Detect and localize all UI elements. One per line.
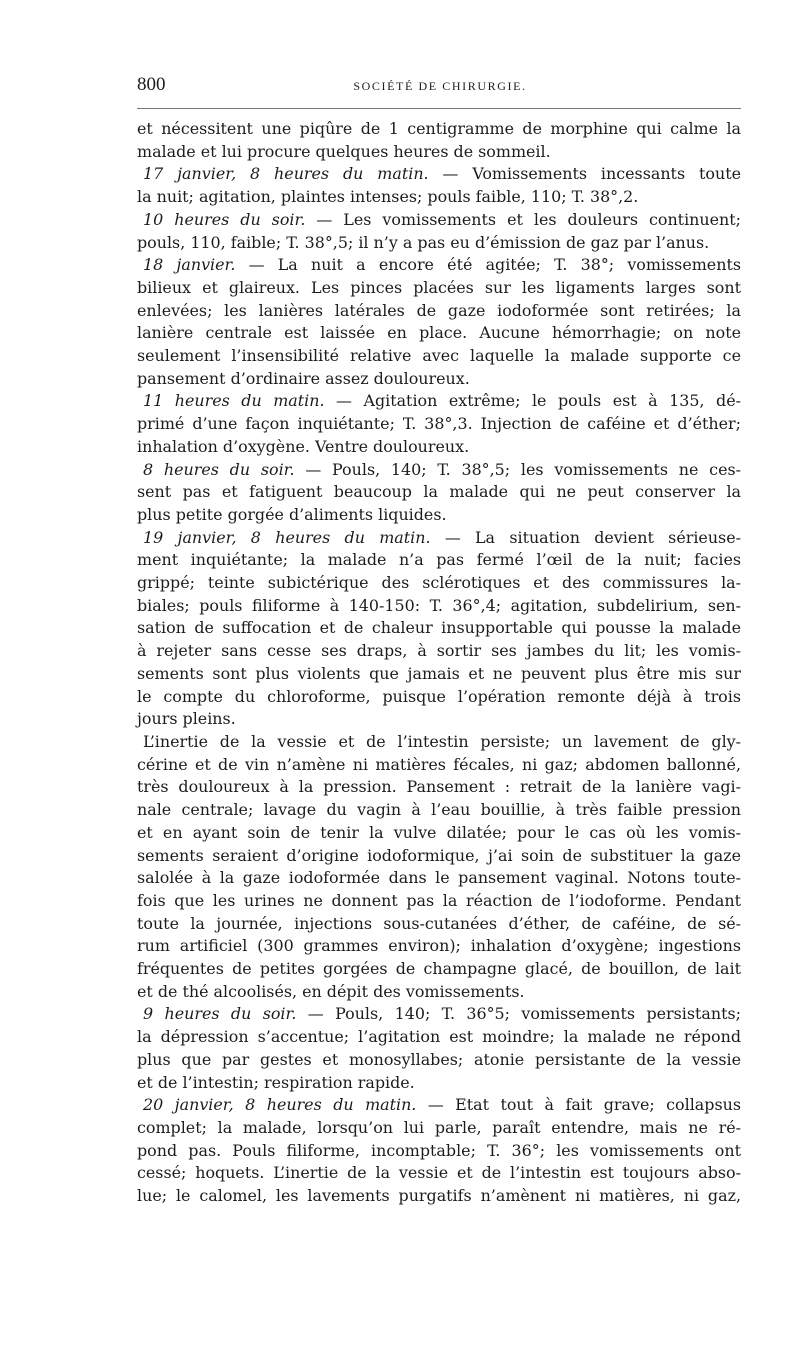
line-text: — Agitation extrême; le pouls est à 135, dé- — [324, 391, 742, 411]
date-heading: 17 janvier, 8 heures du matin. — [143, 164, 429, 184]
text-line — [137, 754, 741, 777]
line-text: biales; pouls filiforme à 140-150: T. 36°,4; agitation, subdelirium, sen- — [137, 595, 741, 615]
text-line — [137, 345, 741, 368]
text-line — [137, 935, 741, 958]
paragraph — [137, 209, 741, 254]
line-text: salolée à la gaze iodoformée dans le pansement vaginal. Notons toute- — [137, 868, 741, 888]
text-line — [137, 1185, 741, 1208]
date-heading: 11 heures du matin. — [143, 391, 325, 411]
line-text: malade et lui procure quelques heures de sommeil. — [137, 141, 551, 161]
text-line — [137, 822, 741, 845]
text-line — [137, 459, 741, 482]
date-heading: 8 heures du soir. — [143, 459, 295, 479]
body-text — [137, 118, 741, 1208]
text-line — [137, 1026, 741, 1049]
line-text: sation de suffocation et de chaleur insupportable qui pousse la malade — [137, 618, 741, 638]
page-header — [137, 74, 743, 98]
date-heading: 19 janvier, 8 heures du matin. — [143, 527, 431, 547]
line-text: lanière centrale est laissée en place. Aucune hémorrhagie; on note — [137, 323, 741, 343]
page-number: 800 — [137, 74, 166, 95]
line-text: — Pouls, 140; T. 38°,5; les vomissements ne ces- — [294, 459, 741, 479]
line-text: — Vomissements incessants toute — [428, 164, 741, 184]
text-line — [137, 617, 741, 640]
line-text: la dépression s’accentue; l’agitation est moindre; la malade ne répond — [137, 1027, 741, 1047]
line-text: cérine et de vin n’amène ni matières fécales, ni gaz; abdomen ballonné, — [137, 754, 741, 774]
line-text: cessé; hoquets. L’inertie de la vessie et de l’intestin est toujours abso- — [137, 1163, 741, 1183]
text-line — [137, 572, 741, 595]
text-line — [137, 1117, 741, 1140]
text-line — [137, 209, 741, 232]
text-line — [137, 731, 741, 754]
paragraph — [137, 390, 741, 458]
line-text: complet; la malade, lorsqu’on lui parle, paraît entendre, mais ne ré- — [137, 1117, 741, 1137]
text-line — [137, 913, 741, 936]
text-line — [137, 867, 741, 890]
text-line — [137, 163, 741, 186]
line-text: — Pouls, 140; T. 36°5; vomissements persistants; — [296, 1004, 741, 1024]
date-heading: 9 heures du soir. — [143, 1004, 297, 1024]
date-heading: 18 janvier. — [143, 255, 236, 275]
line-text: ment inquiétante; la malade n’a pas fermé l’œil de la nuit; facies — [137, 550, 741, 570]
text-line — [137, 390, 741, 413]
line-text: très douloureux à la pression. Pansement : retrait de la lanière vagi- — [137, 777, 741, 797]
line-text: grippé; teinte subictérique des sclérotiques et des commissures la- — [137, 573, 741, 593]
line-text: — La nuit a encore été agitée; T. 38°; vomissements — [235, 255, 741, 275]
text-line — [137, 776, 741, 799]
text-line — [137, 890, 741, 913]
line-text: rum artificiel (300 grammes environ); inhalation d’oxygène; ingestions — [137, 936, 741, 956]
text-line — [137, 277, 741, 300]
text-line — [137, 1003, 741, 1026]
text-line — [137, 504, 741, 527]
line-text: pansement d’ordinaire assez douloureux. — [137, 368, 470, 388]
text-line — [137, 549, 741, 572]
text-line — [137, 686, 741, 709]
line-text: sements seraient d’origine iodoformique, j’ai soin de substituer la gaze — [137, 845, 741, 865]
line-text: seulement l’insensibilité relative avec laquelle la malade supporte ce — [137, 346, 741, 366]
line-text: lue; le calomel, les lavements purgatifs n’amènent ni matières, ni gaz, — [137, 1186, 741, 1206]
text-line — [137, 595, 741, 618]
header-rule — [137, 108, 741, 109]
date-heading: 10 heures du soir. — [143, 209, 306, 229]
text-line — [137, 322, 741, 345]
line-text: enlevées; les lanières latérales de gaze iodoformée sont retirées; la — [137, 300, 741, 320]
line-text: — Etat tout à fait grave; collapsus — [416, 1095, 741, 1115]
line-text: sements sont plus violents que jamais et ne peuvent plus être mis sur — [137, 663, 741, 683]
text-line — [137, 1140, 741, 1163]
text-line — [137, 413, 741, 436]
text-line — [137, 368, 741, 391]
text-line — [137, 436, 741, 459]
line-text: et en ayant soin de tenir la vulve dilatée; pour le cas où les vomis- — [137, 822, 741, 842]
paragraph — [137, 163, 741, 208]
text-line — [137, 300, 741, 323]
text-line — [137, 141, 741, 164]
line-text: fréquentes de petites gorgées de champagne glacé, de bouillon, de lait — [137, 959, 741, 979]
text-line — [137, 663, 741, 686]
paragraph — [137, 731, 741, 1003]
paragraph — [137, 1094, 741, 1208]
text-line — [137, 845, 741, 868]
line-text: pouls, 110, faible; T. 38°,5; il n’y a pas eu d’émission de gaz par l’anus. — [137, 232, 710, 252]
line-text: primé d’une façon inquiétante; T. 38°,3. Injection de caféine et d’éther; — [137, 414, 741, 434]
line-text: le compte du chloroforme, puisque l’opération remonte déjà à trois — [137, 686, 741, 706]
text-line — [137, 1094, 741, 1117]
line-text: nale centrale; lavage du vagin à l’eau bouillie, à très faible pression — [137, 800, 741, 820]
paragraph — [137, 254, 741, 390]
text-line — [137, 1049, 741, 1072]
text-line — [137, 708, 741, 731]
line-text: plus petite gorgée d’aliments liquides. — [137, 504, 447, 524]
line-text: bilieux et glaireux. Les pinces placées sur les ligaments larges sont — [137, 277, 741, 297]
text-line — [137, 1162, 741, 1185]
line-text: la nuit; agitation, plaintes intenses; pouls faible, 110; T. 38°,2. — [137, 187, 639, 207]
line-text: inhalation d’oxygène. Ventre douloureux. — [137, 436, 470, 456]
line-text: jours pleins. — [137, 709, 236, 729]
text-line — [137, 799, 741, 822]
text-line — [137, 1072, 741, 1095]
line-text: toute la journée, injections sous-cutanées d’éther, de caféine, de sé- — [137, 913, 741, 933]
line-text: et nécessitent une piqûre de 1 centigramme de morphine qui calme la — [137, 119, 741, 138]
line-text: et de thé alcoolisés, en dépit des vomissements. — [137, 981, 525, 1001]
text-line — [137, 232, 741, 255]
paragraph — [137, 118, 741, 163]
text-line — [137, 958, 741, 981]
line-text: pond pas. Pouls filiforme, incomptable; T. 36°; les vomissements ont — [137, 1140, 741, 1160]
text-line — [137, 254, 741, 277]
line-text: sent pas et fatiguent beaucoup la malade qui ne peut conserver la — [137, 482, 741, 502]
line-text: plus que par gestes et monosyllabes; atonie persistante de la vessie — [137, 1049, 741, 1069]
running-head: SOCIÉTÉ DE CHIRURGIE. — [353, 79, 527, 93]
line-text: — La situation devient sérieuse- — [430, 527, 741, 547]
paragraph — [137, 1003, 741, 1094]
line-text: fois que les urines ne donnent pas la réaction de l’iodoforme. Pendant — [137, 890, 741, 910]
line-text: L’inertie de la vessie et de l’intestin persiste; un lavement de gly- — [143, 731, 741, 751]
line-text: à rejeter sans cesse ses draps, à sortir ses jambes du lit; les vomis- — [137, 641, 741, 661]
text-line — [137, 981, 741, 1004]
paragraph — [137, 527, 741, 731]
text-line — [137, 527, 741, 550]
text-line — [137, 640, 741, 663]
text-line — [137, 186, 741, 209]
text-line — [137, 481, 741, 504]
date-heading: 20 janvier, 8 heures du matin. — [143, 1095, 417, 1115]
line-text: et de l’intestin; respiration rapide. — [137, 1072, 415, 1092]
line-text: — Les vomissements et les douleurs continuent; — [305, 209, 742, 229]
paragraph — [137, 459, 741, 527]
text-line — [137, 118, 741, 141]
